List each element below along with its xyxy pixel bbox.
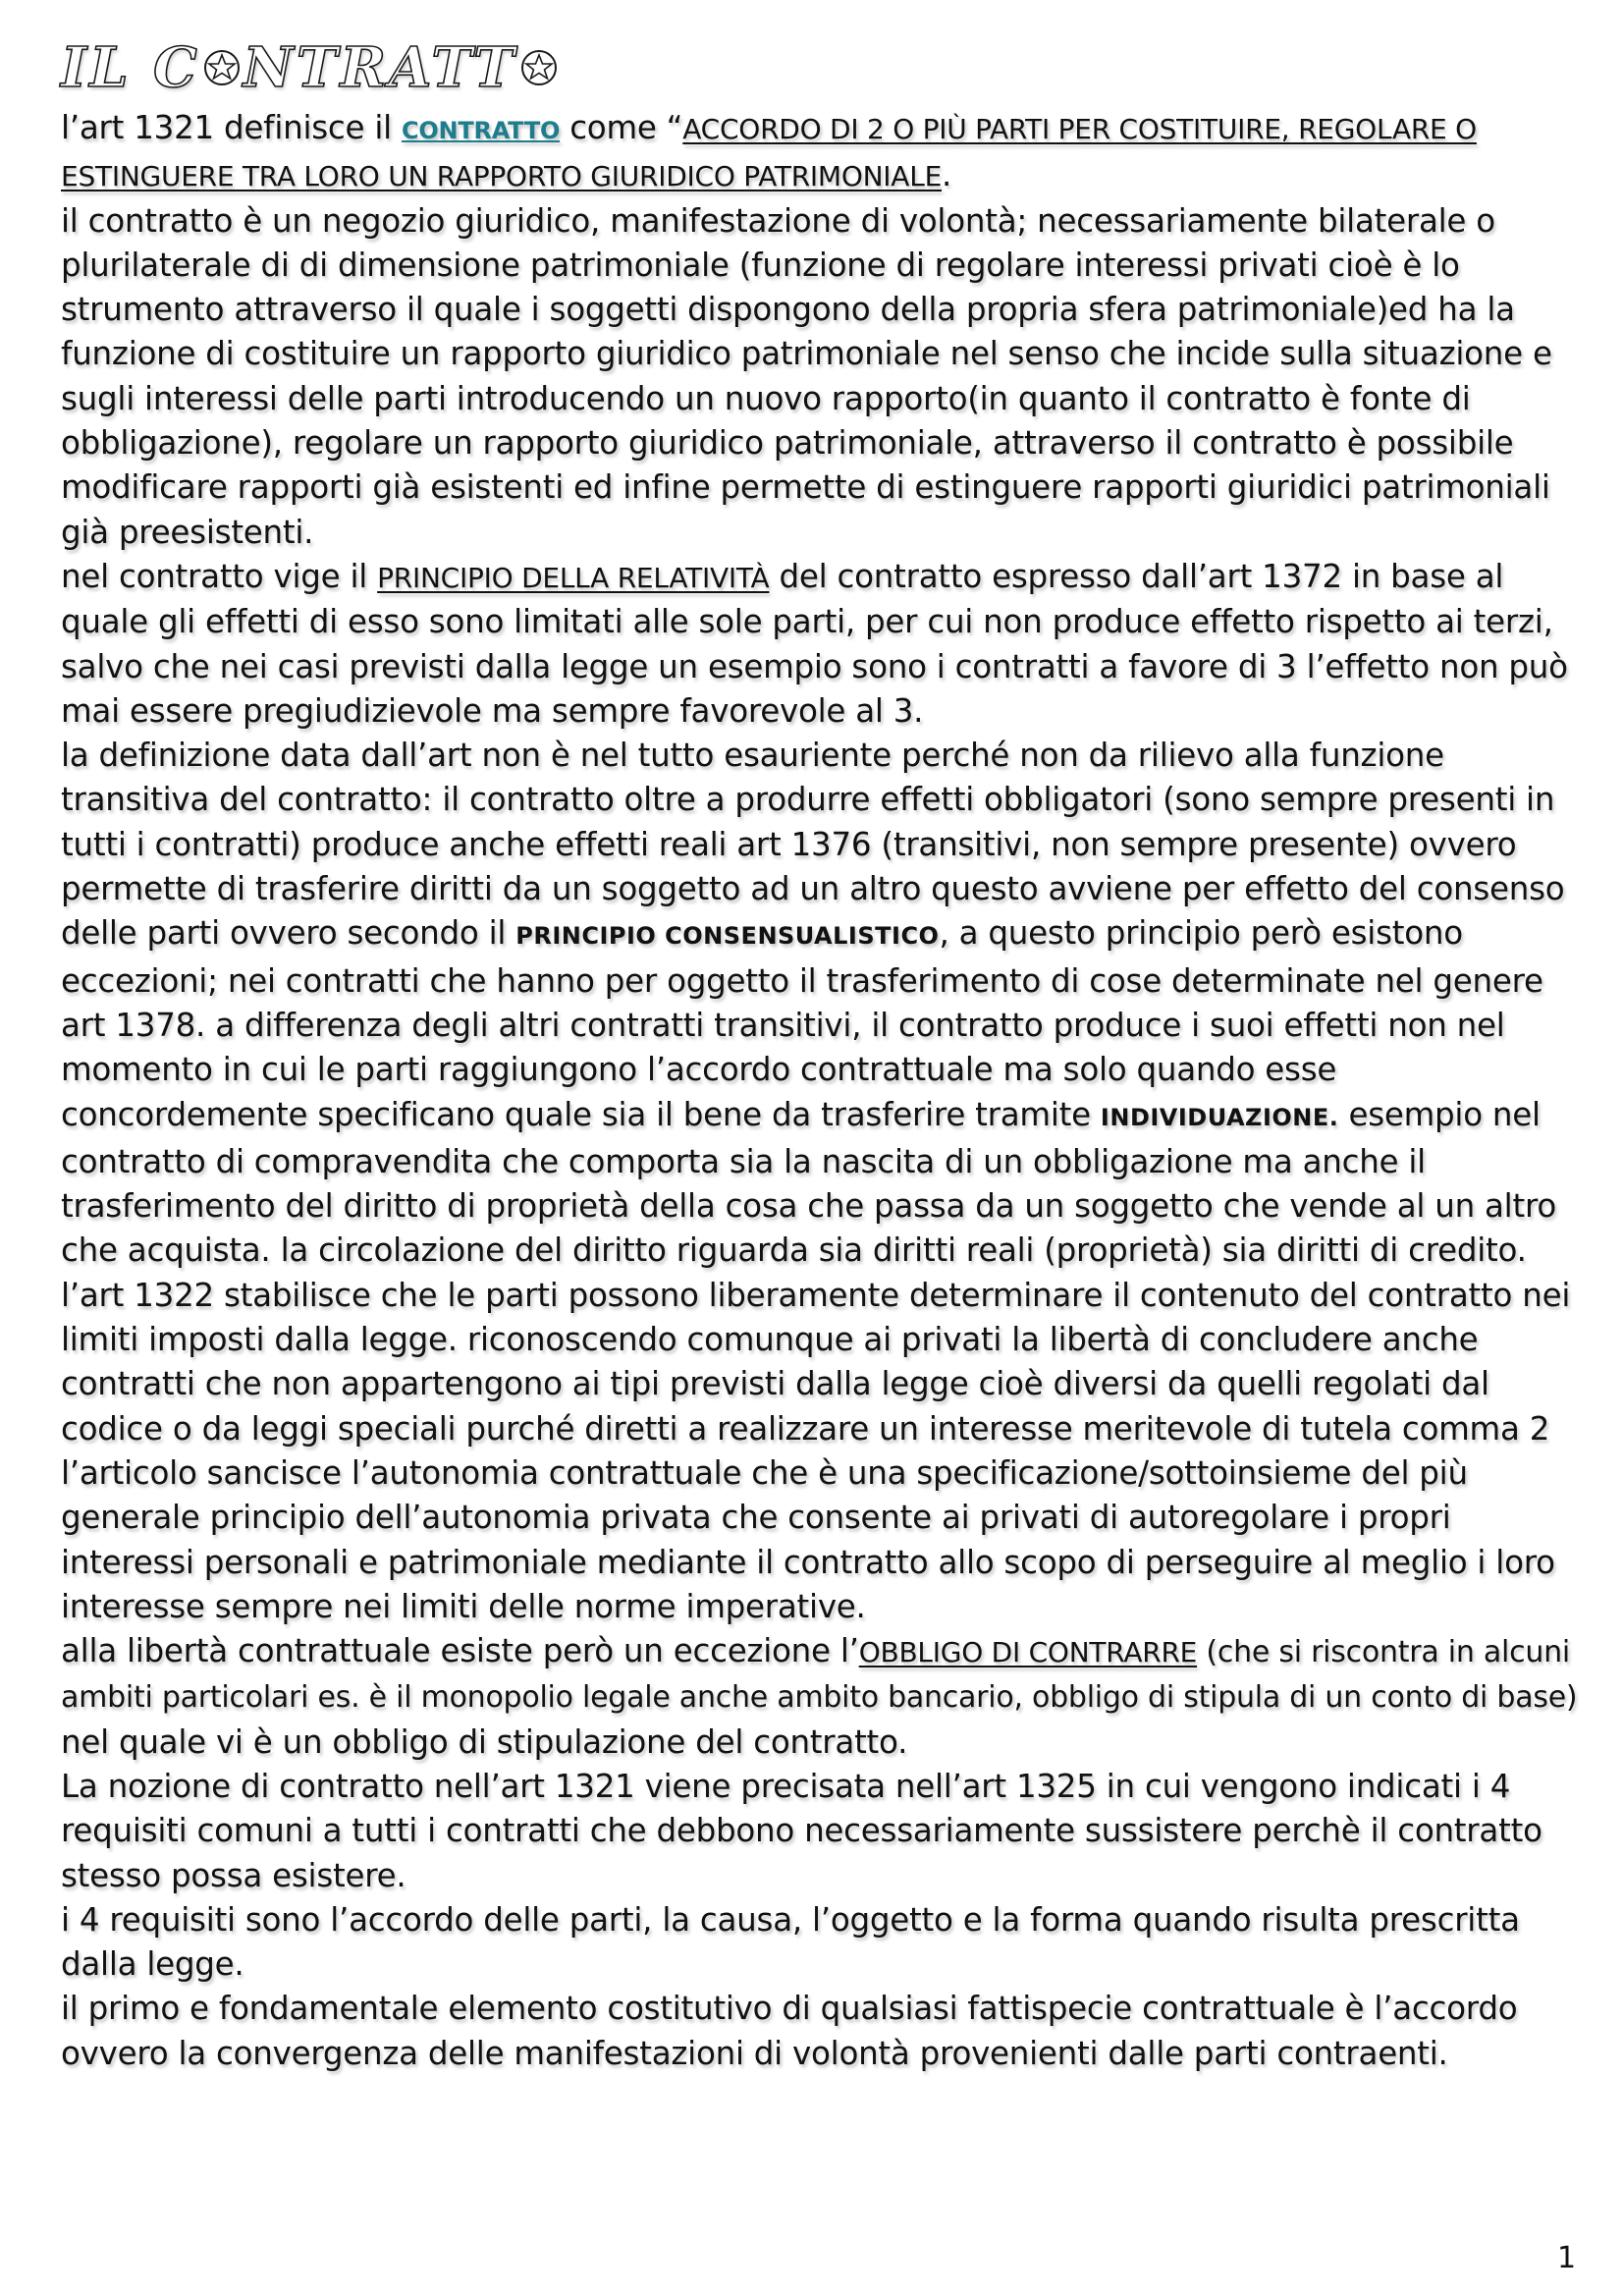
document-page [61, 37, 1579, 2076]
title-part-2: NTRATT [243, 35, 517, 100]
text-span: nel contratto vige il [61, 557, 378, 595]
star-o-icon [519, 48, 559, 87]
keyword-principio-relativita: PRINCIPIO DELLA RELATIVITÀ [377, 561, 770, 594]
title-part-1: IL C [61, 35, 200, 100]
text-span: nel quale vi è un obbligo di stipulazione del contratto. [61, 1722, 908, 1761]
text-span: esempio nel contratto di compravendita che comporta sia la nascita di un obbligazione ma anche il trasferimento del diritto di proprietà della cosa che passa da un soggetto che vende al un altro che acquista. la circolazione del diritto riguarda sia diritti reali (proprietà) sia diritti di credito. [61, 1095, 1556, 1270]
page-title [61, 37, 1579, 98]
keyword-principio-consensualistico: PRINCIPIO CONSENSUALISTICO [515, 922, 940, 951]
paragraph-nozione: La nozione di contratto nell’art 1321 viene precisata nell’art 1325 in cui vengono indicati i 4 requisiti comuni a tutti i contratti che debbono necessariamente sussistere perchè il contratto stesso possa esistere. [61, 1767, 1542, 1894]
text-span: , a questo principio però esistono eccezioni; nei contratti che hanno per oggetto il trasferimento di cose determinate nel genere art 1378. a differenza degli altri contratti transitivi, il contratto produce i suoi effetti non nel momento in cui le parti raggiungono l’accordo contrattuale ma solo quando esse concordemente specificano quale sia il bene da trasferire tramite [61, 914, 1543, 1133]
document-body [61, 106, 1579, 2076]
paragraph-accordo: il primo e fondamentale elemento costitutivo di qualsiasi fattispecie contrattuale è l’accordo ovvero la convergenza delle manifestazioni di volontà provenienti dalle parti contraenti. [61, 1990, 1518, 2072]
keyword-individuazione: INDIVIDUAZIONE. [1100, 1103, 1339, 1131]
text-span: alla libertà contrattuale esiste però un eccezione l’ [61, 1632, 859, 1670]
text-span: come “ [560, 109, 683, 146]
page-number: 1 [1557, 2241, 1577, 2275]
paragraph-relativita [61, 555, 1579, 734]
text-span: l’art 1321 definisce il [61, 109, 402, 146]
star-o-icon [202, 48, 242, 87]
text-span: la definizione data dall’art non è nel tutto esauriente perché non da rilievo alla funzione transitiva del contratto: il contratto oltre a produrre effetti obbligatori (sono sempre presenti in tutti i contratti) produce anche effetti reali art 1376 (transitivi, non sempre presente) ovvero permette di trasferire diritti da un soggetto ad un altro questo avviene per effetto del consenso delle parti ovvero secondo il [61, 737, 1565, 953]
paragraph-negozio: il contratto è un negozio giuridico, manifestazione di volontà; necessariamente bilaterale o plurilaterale di di dimensione patrimoniale (funzione di regolare interessi privati cioè è lo strumento attraverso il quale i soggetti dispongono della propria sfera patrimoniale)ed ha la funzione di costituire un rapporto giuridico patrimoniale nel senso che incide sulla situazione e sugli interessi delle parti introducendo un nuovo rapporto(in quanto il contratto è fonte di obbligazione), regolare un rapporto giuridico patrimoniale, attraverso il contratto è possibile modificare rapporti già esistenti ed infine permette di estinguere rapporti giuridici patrimoniali già preesistenti. [61, 201, 1552, 551]
keyword-obbligo-contrarre: OBBLIGO DI CONTRARRE [858, 1636, 1198, 1669]
paragraph-definition [61, 106, 1579, 199]
text-span: (che si riscontra in alcuni ambiti particolari es. è il monopolio legale anche ambito bancario, obbligo di stipula di un conto di base) [61, 1635, 1578, 1716]
paragraph-requisiti: i 4 requisiti sono l’accordo delle parti, la causa, l’oggetto e la forma quando risulta prescritta dalla legge. [61, 1900, 1520, 1984]
paragraph-autonomia: l’art 1322 stabilisce che le parti possono liberamente determinare il contenuto del contratto nei limiti imposti dalla legge. riconoscendo comunque ai privati la libertà di concludere anche contratti che non appartengono ai tipi previsti dalla legge cioè diversi da quelli regolati dal codice o da leggi speciali purché diretti a realizzare un interesse meritevole di tutela comma 2 l’articolo sancisce l’autonomia contrattuale che è una specificazione/sottoinsieme del più generale principio dell’autonomia privata che consente ai privati di autoregolare i propri interessi personali e patrimoniale mediante il contratto allo scopo di perseguire al meglio i loro interesse sempre nei limiti delle norme imperative. [61, 1276, 1571, 1625]
paragraph-funzione-transitiva [61, 734, 1579, 1274]
definition-text: ACCORDO DI 2 O PIÙ PARTI PER COSTITUIRE, REGOLARE O ESTINGUERE TRA LORO UN RAPPORTO GIURIDICO PATRIMONIALE [61, 113, 1477, 193]
keyword-contratto: CONTRATTO [402, 117, 561, 144]
paragraph-obbligo [61, 1629, 1579, 1765]
text-span: del contratto espresso dall’art 1372 in base al quale gli effetti di esso sono limitati alle sole parti, per cui non produce effetto rispetto ai terzi, salvo che nei casi previsti dalla legge un esempio sono i contratti a favore di 3 l’effetto non può mai essere pregiudizievole ma sempre favorevole al 3. [61, 557, 1568, 730]
text-span: . [942, 156, 952, 194]
